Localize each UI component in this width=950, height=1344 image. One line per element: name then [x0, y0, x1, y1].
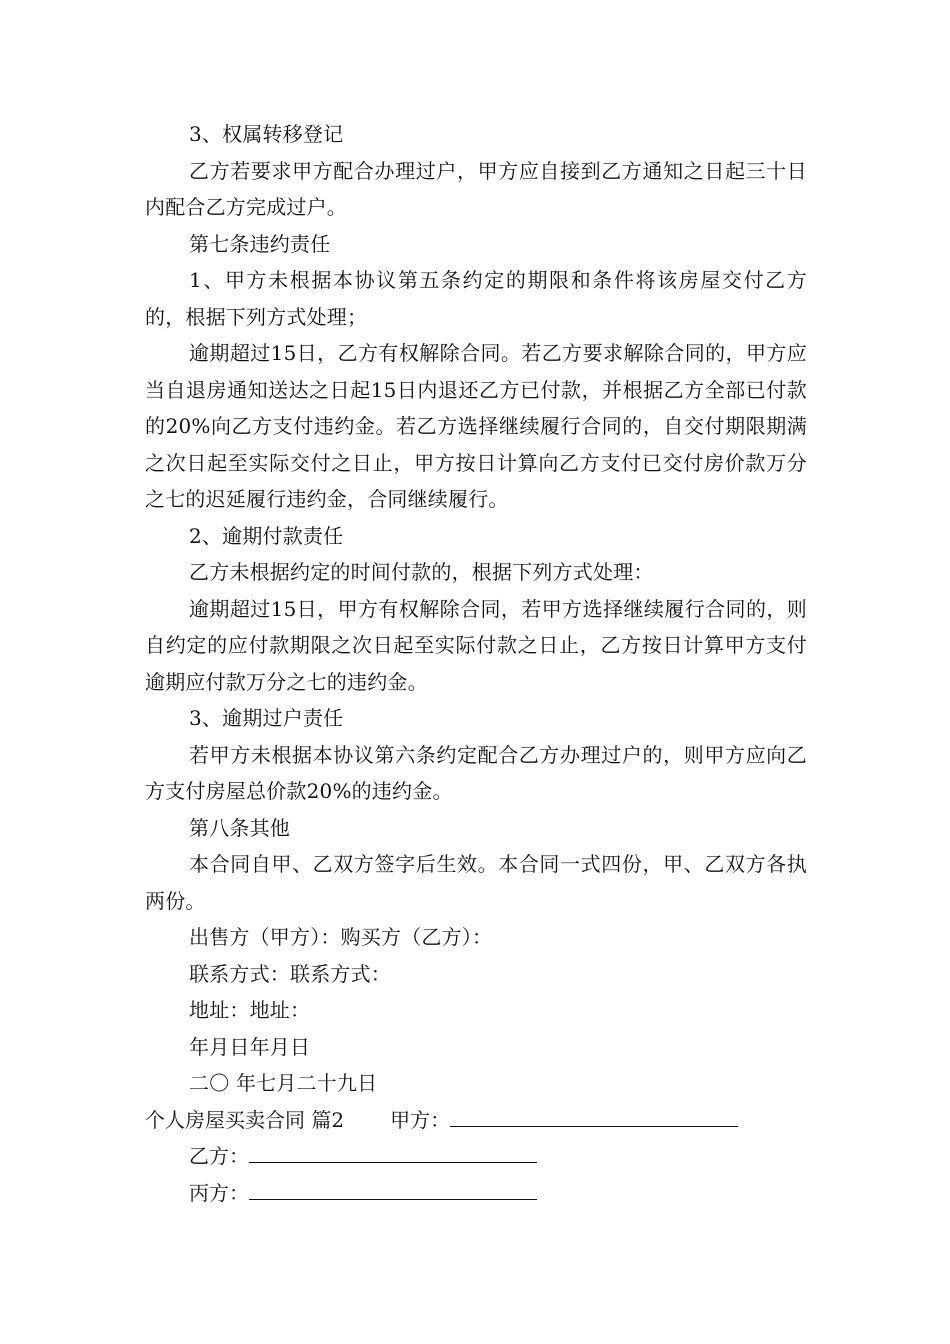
- document-page: [145, 116, 807, 1211]
- paragraph: 乙方未根据约定的时间付款的，根据下列方式处理：: [189, 560, 654, 584]
- contract-2-heading: [145, 1102, 807, 1139]
- paragraph: 逾期超过15日，乙方有权解除合同。若乙方要求解除合同的，甲方应当自退房通知送达之日起15日内退还乙方已付款，并根据乙方全部已付款的20%向乙方支付违约金。若乙方选择继续履行合同的，自交付期限期满之次日起至实际交付之日止，甲方按日计算向乙方支付已交付房价款万分之七的迟延履行违约金，合同继续履行。: [145, 341, 807, 511]
- contract-2-title: 个人房屋买卖合同 篇2: [145, 1107, 345, 1132]
- party-a-blank[interactable]: [450, 1102, 738, 1127]
- paragraph: 3、逾期过户责任: [189, 706, 344, 730]
- party-c-blank[interactable]: [249, 1175, 537, 1200]
- paragraph: 逾期超过15日，甲方有权解除合同，若甲方选择继续履行合同的，则自约定的应付款期限之次日起至实际付款之日止，乙方按日计算甲方支付逾期应付款万分之七的违约金。: [145, 596, 807, 694]
- paragraph: 本合同自甲、乙双方签字后生效。本合同一式四份，甲、乙双方各执两份。: [145, 852, 807, 913]
- party-b-line: [145, 1138, 807, 1175]
- party-b-label: 乙方：: [189, 1144, 249, 1168]
- party-b-blank[interactable]: [249, 1138, 537, 1163]
- signature-date: 年月日年月日: [189, 1034, 311, 1059]
- party-c-label: 丙方：: [189, 1180, 249, 1205]
- paragraph: 若甲方未根据本协议第六条约定配合乙方办理过户的，则甲方应向乙方支付房屋总价款20%的违约金。: [145, 742, 807, 803]
- section-heading: 第八条其他: [189, 815, 290, 840]
- party-a-label: 甲方：: [390, 1107, 451, 1132]
- paragraph: 3、权属转移登记: [189, 122, 344, 146]
- paragraph: 2、逾期付款责任: [189, 523, 344, 548]
- signature-contact: 联系方式：联系方式：: [189, 961, 391, 986]
- document-date: 二〇 年七月二十九日: [189, 1071, 378, 1095]
- signature-address: 地址：地址：: [189, 998, 311, 1022]
- paragraph: 乙方若要求甲方配合办理过户，甲方应自接到乙方通知之日起三十日内配合乙方完成过户。: [145, 158, 807, 219]
- signature-parties: 出售方（甲方）：购买方（乙方）：: [189, 925, 493, 949]
- party-c-line: [145, 1175, 807, 1212]
- paragraph: 1、甲方未根据本协议第五条约定的期限和条件将该房屋交付乙方的，根据下列方式处理；: [145, 268, 807, 329]
- section-heading: 第七条违约责任: [189, 231, 331, 256]
